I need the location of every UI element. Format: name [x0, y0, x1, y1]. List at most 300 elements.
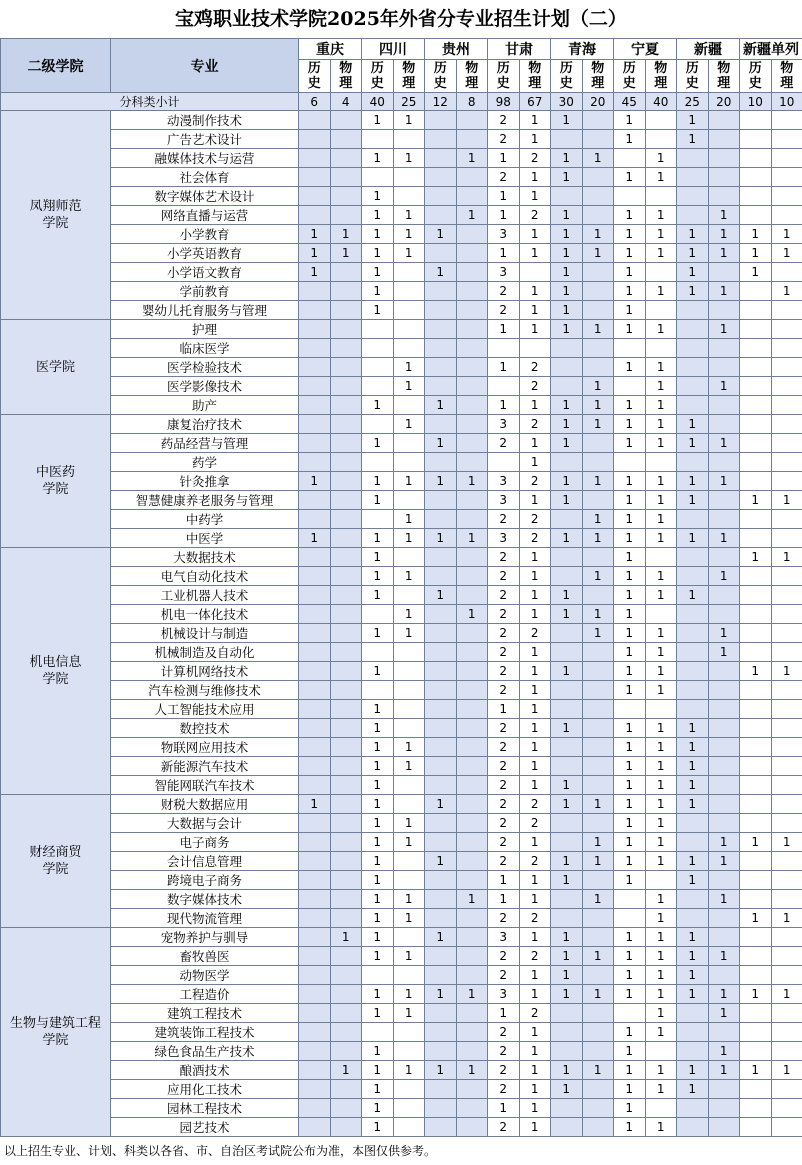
- plan-count-cell: 1: [299, 263, 331, 282]
- major-name: 智能网联汽车技术: [111, 776, 299, 795]
- plan-count-cell: [771, 795, 802, 814]
- province-header: 新疆单列: [740, 39, 802, 60]
- plan-count-cell: [582, 339, 614, 358]
- plan-count-cell: [299, 282, 331, 301]
- plan-count-cell: [299, 757, 331, 776]
- plan-count-cell: 1: [614, 1080, 646, 1099]
- plan-count-cell: [425, 187, 457, 206]
- plan-count-cell: [299, 1061, 331, 1080]
- plan-count-cell: [362, 681, 394, 700]
- plan-count-cell: [740, 776, 772, 795]
- plan-count-cell: 1: [614, 852, 646, 871]
- plan-count-cell: 2: [488, 795, 520, 814]
- table-row: [1, 871, 802, 890]
- plan-count-cell: [299, 567, 331, 586]
- plan-count-cell: 1: [299, 795, 331, 814]
- plan-count-cell: 1: [740, 263, 772, 282]
- major-name: 畜牧兽医: [111, 947, 299, 966]
- plan-count-cell: 1: [614, 1118, 646, 1137]
- plan-count-cell: [393, 548, 425, 567]
- plan-count-cell: [425, 776, 457, 795]
- plan-count-cell: [708, 586, 740, 605]
- plan-count-cell: [645, 871, 677, 890]
- plan-count-cell: 1: [551, 586, 583, 605]
- plan-count-cell: [771, 130, 802, 149]
- plan-count-cell: 1: [519, 320, 551, 339]
- major-name: 物联网应用技术: [111, 738, 299, 757]
- plan-count-cell: 1: [645, 377, 677, 396]
- plan-count-cell: 1: [519, 453, 551, 472]
- plan-count-cell: 1: [362, 111, 394, 130]
- plan-count-cell: 2: [519, 415, 551, 434]
- plan-count-cell: 1: [519, 1023, 551, 1042]
- subtotal-value: 67: [519, 93, 551, 111]
- plan-count-cell: [425, 719, 457, 738]
- plan-count-cell: [299, 700, 331, 719]
- plan-count-cell: [456, 1042, 488, 1061]
- plan-count-cell: 1: [456, 890, 488, 909]
- plan-count-cell: 2: [488, 738, 520, 757]
- plan-count-cell: [551, 510, 583, 529]
- plan-count-cell: [771, 852, 802, 871]
- plan-count-cell: [677, 814, 709, 833]
- plan-count-cell: [677, 681, 709, 700]
- plan-count-cell: [425, 339, 457, 358]
- plan-count-cell: [771, 1023, 802, 1042]
- plan-count-cell: 1: [362, 1099, 394, 1118]
- subject-history-header: 历 史: [488, 60, 520, 93]
- plan-count-cell: [330, 529, 362, 548]
- plan-count-cell: [330, 377, 362, 396]
- plan-count-cell: [330, 187, 362, 206]
- table-row: [1, 472, 802, 491]
- plan-count-cell: [771, 1099, 802, 1118]
- plan-count-cell: 1: [708, 1042, 740, 1061]
- plan-count-cell: 3: [488, 491, 520, 510]
- plan-count-cell: 1: [488, 358, 520, 377]
- plan-count-cell: [771, 396, 802, 415]
- major-name: 融媒体技术与运营: [111, 149, 299, 168]
- plan-count-cell: 1: [299, 244, 331, 263]
- plan-count-cell: [708, 301, 740, 320]
- plan-count-cell: 1: [614, 624, 646, 643]
- plan-count-cell: [740, 377, 772, 396]
- plan-count-cell: 1: [677, 776, 709, 795]
- plan-count-cell: 1: [551, 719, 583, 738]
- plan-count-cell: 1: [677, 928, 709, 947]
- plan-count-cell: [551, 909, 583, 928]
- plan-count-cell: 2: [519, 852, 551, 871]
- plan-count-cell: 1: [519, 776, 551, 795]
- plan-count-cell: [677, 1099, 709, 1118]
- plan-count-cell: 1: [614, 567, 646, 586]
- plan-count-cell: [425, 453, 457, 472]
- plan-count-cell: [456, 225, 488, 244]
- plan-count-cell: 1: [614, 966, 646, 985]
- plan-count-cell: [299, 1118, 331, 1137]
- plan-count-cell: [456, 1004, 488, 1023]
- plan-count-cell: 1: [582, 377, 614, 396]
- plan-count-cell: 1: [519, 985, 551, 1004]
- subject-history-header: 历 史: [362, 60, 394, 93]
- plan-count-cell: 1: [614, 1099, 646, 1118]
- plan-count-cell: 1: [582, 852, 614, 871]
- table-row: [1, 244, 802, 263]
- plan-count-cell: 1: [645, 814, 677, 833]
- plan-count-cell: 1: [614, 833, 646, 852]
- subtotal-row: [1, 93, 802, 111]
- plan-count-cell: [582, 1080, 614, 1099]
- plan-count-cell: [708, 681, 740, 700]
- plan-count-cell: [299, 111, 331, 130]
- plan-count-cell: 1: [708, 529, 740, 548]
- plan-count-cell: 1: [708, 947, 740, 966]
- plan-count-cell: 1: [582, 225, 614, 244]
- plan-count-cell: 1: [677, 415, 709, 434]
- plan-count-cell: [425, 909, 457, 928]
- plan-count-cell: 1: [614, 168, 646, 187]
- plan-count-cell: [330, 472, 362, 491]
- plan-count-cell: 1: [645, 472, 677, 491]
- province-header: 贵州: [425, 39, 488, 60]
- plan-count-cell: 1: [645, 833, 677, 852]
- plan-count-cell: 1: [614, 662, 646, 681]
- plan-count-cell: [456, 719, 488, 738]
- plan-count-cell: 1: [677, 434, 709, 453]
- plan-count-cell: [456, 358, 488, 377]
- table-row: [1, 1004, 802, 1023]
- major-name: 网络直播与运营: [111, 206, 299, 225]
- plan-count-cell: [456, 643, 488, 662]
- plan-count-cell: 1: [645, 776, 677, 795]
- major-name: 园艺技术: [111, 1118, 299, 1137]
- plan-count-cell: [393, 643, 425, 662]
- plan-count-cell: 1: [582, 795, 614, 814]
- plan-count-cell: [330, 814, 362, 833]
- table-row: [1, 301, 802, 320]
- plan-count-cell: [330, 491, 362, 510]
- plan-count-cell: 2: [488, 434, 520, 453]
- subject-physics-header: 物 理: [645, 60, 677, 93]
- plan-count-cell: 1: [551, 985, 583, 1004]
- plan-count-cell: 1: [614, 491, 646, 510]
- plan-count-cell: 1: [519, 1099, 551, 1118]
- major-name: 小学语文教育: [111, 263, 299, 282]
- plan-count-cell: [330, 624, 362, 643]
- plan-count-cell: 2: [488, 1023, 520, 1042]
- subject-history-header: 历 史: [614, 60, 646, 93]
- major-name: 工业机器人技术: [111, 586, 299, 605]
- province-header: 新疆: [677, 39, 740, 60]
- plan-count-cell: 1: [362, 700, 394, 719]
- plan-count-cell: 2: [488, 757, 520, 776]
- plan-count-cell: [330, 966, 362, 985]
- plan-count-cell: [551, 643, 583, 662]
- plan-count-cell: [582, 681, 614, 700]
- plan-count-cell: 1: [551, 206, 583, 225]
- table-row: [1, 833, 802, 852]
- plan-count-cell: 1: [362, 624, 394, 643]
- plan-count-cell: 1: [519, 681, 551, 700]
- plan-count-cell: [456, 339, 488, 358]
- plan-count-cell: [393, 453, 425, 472]
- enrollment-plan-table: [0, 38, 802, 1137]
- plan-count-cell: 1: [708, 985, 740, 1004]
- plan-count-cell: [645, 1042, 677, 1061]
- plan-count-cell: 2: [488, 301, 520, 320]
- plan-count-cell: 1: [551, 111, 583, 130]
- plan-count-cell: [771, 358, 802, 377]
- plan-count-cell: [677, 890, 709, 909]
- plan-count-cell: 1: [551, 1061, 583, 1080]
- plan-count-cell: 1: [708, 377, 740, 396]
- table-row: [1, 415, 802, 434]
- plan-count-cell: 1: [393, 529, 425, 548]
- plan-count-cell: [362, 605, 394, 624]
- plan-count-cell: 1: [393, 472, 425, 491]
- plan-count-cell: [708, 415, 740, 434]
- plan-count-cell: [456, 852, 488, 871]
- plan-count-cell: 1: [551, 244, 583, 263]
- plan-count-cell: [677, 1118, 709, 1137]
- major-name: 中药学: [111, 510, 299, 529]
- plan-count-cell: 1: [299, 529, 331, 548]
- plan-count-cell: 1: [771, 1061, 802, 1080]
- plan-count-cell: 1: [519, 548, 551, 567]
- plan-count-cell: [299, 548, 331, 567]
- plan-count-cell: [582, 187, 614, 206]
- plan-count-cell: 2: [488, 909, 520, 928]
- plan-count-cell: [362, 415, 394, 434]
- plan-count-cell: [551, 1042, 583, 1061]
- plan-count-cell: 1: [645, 1061, 677, 1080]
- plan-count-cell: [614, 1004, 646, 1023]
- plan-count-cell: [425, 1023, 457, 1042]
- plan-count-cell: 1: [614, 871, 646, 890]
- plan-count-cell: [456, 1080, 488, 1099]
- plan-count-cell: [582, 168, 614, 187]
- plan-count-cell: 1: [362, 529, 394, 548]
- major-name: 广告艺术设计: [111, 130, 299, 149]
- plan-count-cell: [299, 947, 331, 966]
- table-row: [1, 168, 802, 187]
- plan-count-cell: [299, 681, 331, 700]
- plan-count-cell: [551, 681, 583, 700]
- major-name: 小学英语教育: [111, 244, 299, 263]
- plan-count-cell: [740, 472, 772, 491]
- plan-count-cell: 1: [677, 947, 709, 966]
- plan-count-cell: [425, 643, 457, 662]
- plan-count-cell: [771, 947, 802, 966]
- plan-count-cell: [393, 130, 425, 149]
- plan-count-cell: 1: [614, 1023, 646, 1042]
- subject-physics-header: 物 理: [708, 60, 740, 93]
- plan-count-cell: [299, 928, 331, 947]
- plan-count-cell: 1: [645, 491, 677, 510]
- plan-count-cell: [582, 1042, 614, 1061]
- plan-count-cell: 1: [645, 795, 677, 814]
- plan-count-cell: [299, 415, 331, 434]
- plan-count-cell: [740, 700, 772, 719]
- plan-count-cell: 1: [362, 719, 394, 738]
- plan-count-cell: [456, 130, 488, 149]
- plan-count-cell: 1: [362, 776, 394, 795]
- college-name: 机电信息 学院: [1, 548, 111, 795]
- plan-count-cell: 1: [677, 871, 709, 890]
- plan-count-cell: [740, 1099, 772, 1118]
- plan-count-cell: 2: [519, 1004, 551, 1023]
- plan-count-cell: [330, 567, 362, 586]
- plan-count-cell: 2: [488, 966, 520, 985]
- plan-count-cell: [425, 833, 457, 852]
- plan-count-cell: 1: [519, 1080, 551, 1099]
- plan-count-cell: 3: [488, 415, 520, 434]
- plan-count-cell: [299, 130, 331, 149]
- plan-count-cell: [299, 643, 331, 662]
- plan-count-cell: [425, 662, 457, 681]
- plan-count-cell: 1: [425, 852, 457, 871]
- plan-count-cell: 1: [645, 662, 677, 681]
- plan-count-cell: [740, 529, 772, 548]
- plan-count-cell: [582, 662, 614, 681]
- plan-count-cell: [771, 263, 802, 282]
- plan-count-cell: [456, 814, 488, 833]
- plan-count-cell: [456, 662, 488, 681]
- plan-count-cell: [299, 1042, 331, 1061]
- plan-count-cell: [330, 719, 362, 738]
- plan-count-cell: 1: [519, 719, 551, 738]
- subtotal-value: 6: [299, 93, 331, 111]
- province-header: 重庆: [299, 39, 362, 60]
- plan-count-cell: [677, 168, 709, 187]
- plan-count-cell: 1: [645, 985, 677, 1004]
- plan-count-cell: [456, 434, 488, 453]
- plan-count-cell: 1: [677, 852, 709, 871]
- plan-count-cell: [330, 681, 362, 700]
- plan-count-cell: 1: [551, 434, 583, 453]
- plan-count-cell: [330, 548, 362, 567]
- plan-count-cell: [740, 358, 772, 377]
- plan-count-cell: [771, 1080, 802, 1099]
- plan-count-cell: 1: [645, 529, 677, 548]
- plan-count-cell: 1: [488, 187, 520, 206]
- plan-count-cell: 1: [614, 1061, 646, 1080]
- plan-count-cell: [677, 567, 709, 586]
- plan-count-cell: [299, 738, 331, 757]
- plan-count-cell: [456, 244, 488, 263]
- plan-count-cell: 1: [614, 320, 646, 339]
- plan-count-cell: 1: [362, 738, 394, 757]
- major-name: 中医学: [111, 529, 299, 548]
- plan-count-cell: 1: [488, 1004, 520, 1023]
- table-row: [1, 700, 802, 719]
- plan-count-cell: 1: [519, 225, 551, 244]
- plan-count-cell: [488, 453, 520, 472]
- plan-count-cell: [299, 510, 331, 529]
- plan-count-cell: [299, 358, 331, 377]
- plan-count-cell: 1: [645, 928, 677, 947]
- plan-count-cell: 1: [740, 833, 772, 852]
- plan-count-cell: [330, 206, 362, 225]
- plan-count-cell: 1: [645, 282, 677, 301]
- plan-count-cell: 2: [488, 567, 520, 586]
- plan-count-cell: [456, 833, 488, 852]
- plan-count-cell: 1: [708, 833, 740, 852]
- plan-count-cell: 1: [393, 225, 425, 244]
- plan-count-cell: [393, 263, 425, 282]
- plan-count-cell: [740, 624, 772, 643]
- plan-count-cell: [771, 890, 802, 909]
- plan-count-cell: [677, 548, 709, 567]
- plan-count-cell: [771, 301, 802, 320]
- table-row: [1, 130, 802, 149]
- plan-count-cell: [708, 510, 740, 529]
- plan-count-cell: [740, 1080, 772, 1099]
- plan-count-cell: [456, 624, 488, 643]
- plan-count-cell: [740, 681, 772, 700]
- plan-count-cell: [708, 1118, 740, 1137]
- table-row: [1, 643, 802, 662]
- plan-count-cell: [488, 339, 520, 358]
- plan-count-cell: 1: [519, 662, 551, 681]
- plan-count-cell: 1: [551, 168, 583, 187]
- plan-count-cell: 2: [488, 1080, 520, 1099]
- plan-count-cell: [551, 548, 583, 567]
- plan-count-cell: 1: [362, 985, 394, 1004]
- plan-count-cell: 1: [362, 1004, 394, 1023]
- plan-count-cell: 1: [645, 624, 677, 643]
- table-row: [1, 966, 802, 985]
- plan-count-cell: [708, 1099, 740, 1118]
- plan-count-cell: [708, 130, 740, 149]
- plan-count-cell: 1: [708, 852, 740, 871]
- plan-count-cell: 1: [393, 111, 425, 130]
- plan-count-cell: 1: [393, 149, 425, 168]
- plan-count-cell: 1: [677, 719, 709, 738]
- plan-count-cell: [582, 928, 614, 947]
- plan-count-cell: 1: [362, 1061, 394, 1080]
- subject-history-header: 历 史: [740, 60, 772, 93]
- table-row: [1, 206, 802, 225]
- major-name: 医学影像技术: [111, 377, 299, 396]
- plan-count-cell: [740, 852, 772, 871]
- plan-count-cell: 1: [393, 985, 425, 1004]
- major-name: 学前教育: [111, 282, 299, 301]
- plan-count-cell: 1: [614, 719, 646, 738]
- plan-count-cell: [740, 738, 772, 757]
- plan-count-cell: [488, 377, 520, 396]
- plan-count-cell: 1: [362, 225, 394, 244]
- plan-count-cell: [708, 719, 740, 738]
- plan-count-cell: [582, 738, 614, 757]
- plan-count-cell: [393, 966, 425, 985]
- plan-count-cell: 1: [645, 909, 677, 928]
- plan-count-cell: 1: [519, 282, 551, 301]
- plan-count-cell: [456, 168, 488, 187]
- plan-count-cell: [330, 852, 362, 871]
- plan-count-cell: 2: [519, 149, 551, 168]
- plan-count-cell: [456, 415, 488, 434]
- plan-count-cell: 2: [488, 643, 520, 662]
- plan-count-cell: [614, 339, 646, 358]
- plan-count-cell: 1: [519, 966, 551, 985]
- plan-count-cell: 2: [519, 358, 551, 377]
- plan-count-cell: [393, 795, 425, 814]
- plan-count-cell: [299, 605, 331, 624]
- major-name: 大数据技术: [111, 548, 299, 567]
- subject-physics-header: 物 理: [771, 60, 802, 93]
- major-name: 机械设计与制造: [111, 624, 299, 643]
